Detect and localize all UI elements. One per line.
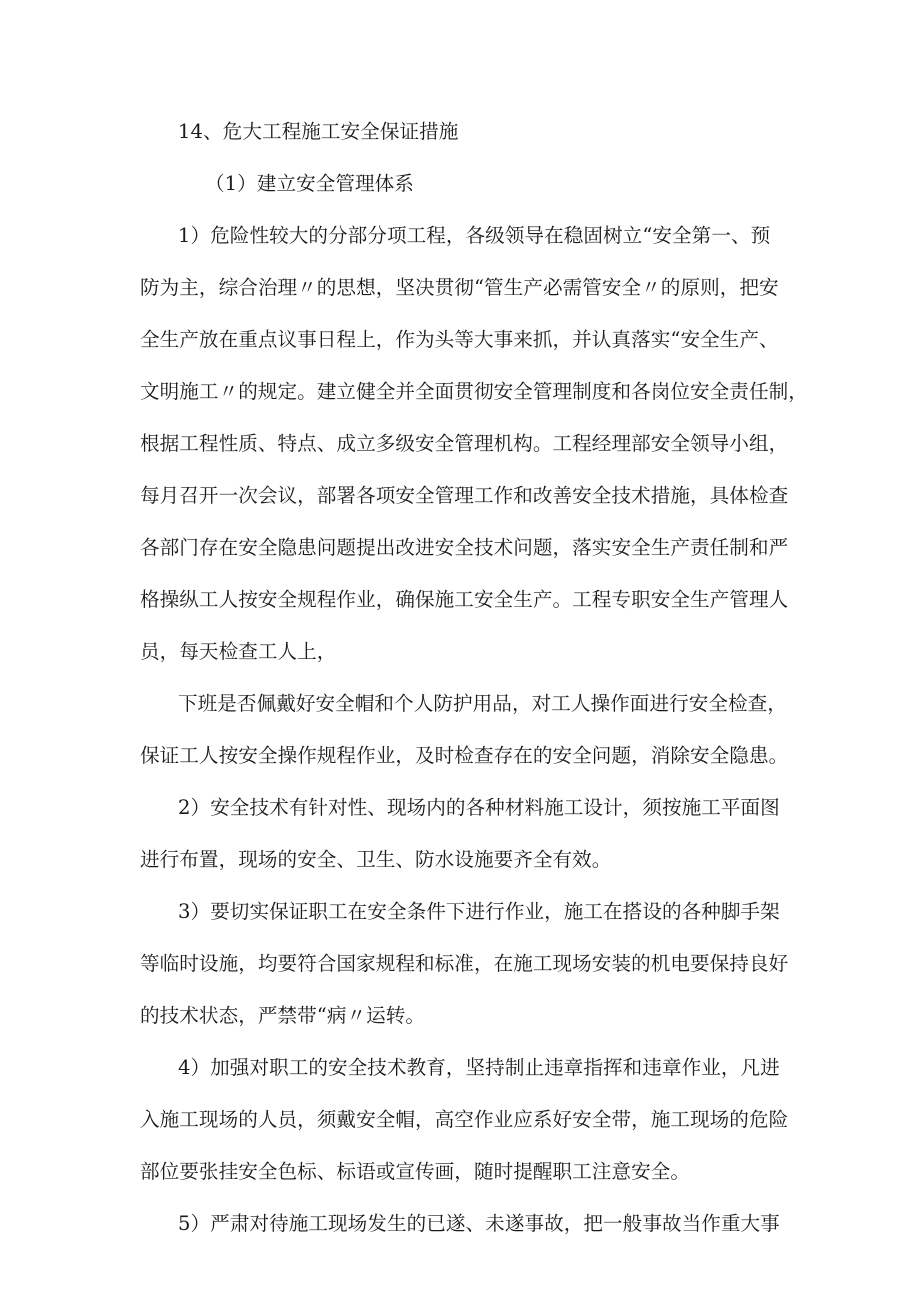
paragraph-line: 入施工现场的人员，须戴安全帽，高空作业应系好安全带，施工现场的危险: [140, 1108, 789, 1131]
paragraph-line: 防为主，综合治理〃的思想，坚决贯彻“管生产必需管安全〃的原则，把安: [140, 276, 779, 299]
paragraph-line: 格操纵工人按安全规程作业，确保施工安全生产。工程专职安全生产管理人: [140, 588, 789, 611]
paragraph-line: 2）安全技术有针对性、现场内的各种材料施工设计，须按施工平面图: [178, 796, 780, 819]
paragraph-line: 全生产放在重点议事日程上，作为头等大事来抓，并认真落实“安全生产、: [140, 328, 779, 351]
paragraph-line: 保证工人按安全操作规程作业，及时检查存在的安全问题，消除安全隐患。: [140, 744, 789, 767]
paragraph-line: 下班是否佩戴好安全帽和个人防护用品，对工人操作面进行安全检查，: [178, 692, 787, 715]
paragraph-line: 部位要张挂安全色标、标语或宣传画，随时提醒职工注意安全。: [140, 1160, 691, 1183]
paragraph-line: 文明施工〃的规定。建立健全并全面贯彻安全管理制度和各岗位安全责任制，: [140, 380, 808, 403]
paragraph-line: 进行布置，现场的安全、卫生、防水设施要齐全有效。: [140, 848, 612, 871]
paragraph-line: 各部门存在安全隐患问题提出改进安全技术问题，落实安全生产责任制和严: [140, 536, 789, 559]
paragraph-line: 4）加强对职工的安全技术教育，坚持制止违章指挥和违章作业，凡进: [178, 1056, 780, 1079]
paragraph-line: 5）严肃对待施工现场发生的已遂、未遂事故，把一般事故当作重大事: [178, 1212, 780, 1235]
paragraph-line: 根据工程性质、特点、成立多级安全管理机构。工程经理部安全领导小组，: [140, 432, 789, 455]
paragraph-line: 1）危险性较大的分部分项工程，各级领导在稳固树立“安全第一、预: [178, 224, 771, 247]
paragraph-line: 3）要切实保证职工在安全条件下进行作业，施工在搭设的各种脚手架: [178, 900, 780, 923]
paragraph-line: 等临时设施，均要符合国家规程和标准，在施工现场安装的机电要保持良好: [140, 952, 789, 975]
paragraph-line: 的技术状态，严禁带“病〃运转。: [140, 1004, 426, 1027]
paragraph-line: 员，每天检查工人上，: [140, 640, 337, 663]
subsection-heading: （1）建立安全管理体系: [205, 172, 414, 195]
paragraph-line: 每月召开一次会议，部署各项安全管理工作和改善安全技术措施，具体检查: [140, 484, 789, 507]
section-heading: 14、危大工程施工安全保证措施: [178, 120, 459, 143]
